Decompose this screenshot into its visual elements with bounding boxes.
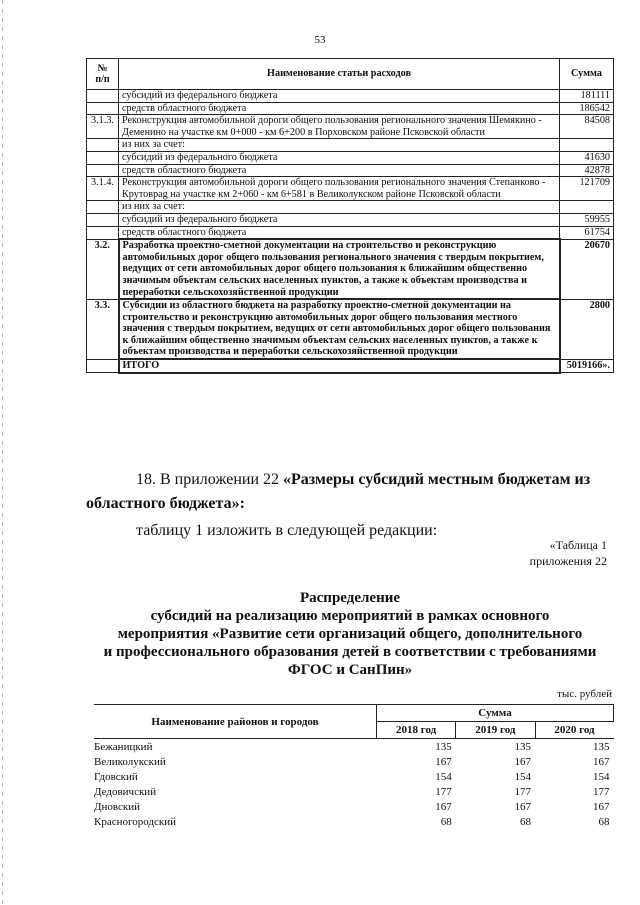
value-2020: 167 — [593, 800, 610, 813]
page-number: 53 — [314, 34, 326, 46]
value-2019: 167 — [514, 755, 532, 768]
table-row — [87, 299, 614, 359]
table-row — [87, 151, 614, 164]
value-2018: 154 — [435, 770, 452, 783]
cell-name: средств областного бюджета — [119, 102, 560, 115]
cell-num — [87, 201, 119, 214]
cell-sum: 41630 — [560, 151, 614, 164]
paragraph-18-bold: «Размеры субсидий местным бюджетам из — [283, 471, 591, 488]
table-row — [87, 213, 614, 226]
header-year-2019: 2019 год — [456, 722, 535, 739]
table-row — [87, 90, 614, 103]
header-num: № п/п — [87, 59, 119, 90]
value-2018: 177 — [435, 785, 452, 798]
table-row — [94, 769, 614, 784]
title-line5: ФГОС и СанПин» — [287, 662, 413, 678]
table-row — [87, 115, 614, 139]
cell-num — [87, 139, 119, 152]
header-sum: Сумма — [560, 59, 614, 90]
table-row — [87, 359, 614, 373]
value-2020: 68 — [598, 815, 610, 828]
title-line2: субсидий на реализацию мероприятий в рамках основного — [150, 608, 550, 624]
table-row — [87, 139, 614, 152]
table-row — [87, 102, 614, 115]
table-row — [87, 239, 614, 299]
units-label: тыс. рублей — [557, 688, 612, 700]
cell-num: 3.2. — [87, 239, 119, 299]
value-2018: 135 — [435, 740, 452, 753]
cell-name: субсидий из федерального бюджета — [119, 213, 560, 226]
cell-sum: 5019166». — [560, 359, 614, 373]
cell-sum: 186542 — [560, 102, 614, 115]
value-2019: 68 — [520, 815, 532, 828]
value-2019: 135 — [514, 740, 532, 753]
district-name: Великолукский — [94, 755, 166, 768]
cell-sum — [560, 201, 614, 214]
cell-name: ИТОГО — [119, 359, 560, 373]
cell-num — [87, 226, 119, 239]
cell-num: 3.1.4. — [87, 177, 119, 201]
cell-num — [87, 213, 119, 226]
header-name: Наименование статьи расходов — [119, 59, 560, 90]
district-name: Бежаницкий — [94, 740, 153, 753]
cell-name: субсидий из федерального бюджета — [119, 151, 560, 164]
cell-name: Реконструкция автомобильной дороги общего пользования регионального значения Шемякино - Деменино на участке км 0+000 - км 6+200 в Порховском районе Псковской области — [119, 115, 560, 139]
cell-sum: 2800 — [560, 299, 614, 359]
cell-name: Субсидии из областного бюджета на разработку проектно-сметной документации на строительство и реконструкцию автомобильных дорог общего пользования местного значения с твердым покрытием, ведущих от сети автомобильных дорог общего пользования к ближайшим общественно значимым объектам сельских населенных пунктов, а также к объектам производства и переработки сельскохозяйственной продукции — [119, 299, 560, 359]
header-district: Наименование районов и городов — [94, 705, 377, 739]
distribution-table — [94, 704, 614, 829]
value-2019: 167 — [514, 800, 532, 813]
district-name: Дедовичский — [94, 785, 157, 798]
cell-name: Разработка проектно-сметной документации на строительство и реконструкцию автомобильных дорог общего пользования регионального значения с твердым покрытием, ведущих от сети автомобильных дорог общего пользования к ближайшим общественно значимым объектам сельских населенных пунктов, а также к объектам производства и переработки сельскохозяйственной продукции — [119, 239, 560, 299]
value-2020: 177 — [593, 785, 610, 798]
cell-name: средств областного бюджета — [119, 164, 560, 177]
table-row — [94, 739, 614, 755]
title-line1: Распределение — [299, 590, 401, 606]
title-line3: мероприятия «Развитие сети организаций общего, дополнительного — [117, 626, 583, 642]
value-2018: 167 — [435, 800, 452, 813]
header-year-2020: 2020 год — [535, 722, 613, 739]
table-row — [94, 754, 614, 769]
table-row — [87, 177, 614, 201]
cell-num — [87, 151, 119, 164]
cell-sum: 61754 — [560, 226, 614, 239]
value-2020: 135 — [593, 740, 610, 753]
table-note-1: «Таблица 1 — [549, 538, 607, 552]
cell-sum: 59955 — [560, 213, 614, 226]
table-row — [94, 799, 614, 814]
table-row — [87, 226, 614, 239]
value-2019: 177 — [514, 785, 532, 798]
expenses-table — [86, 58, 614, 374]
paragraph-18-line3: таблицу 1 изложить в следующей редакции: — [136, 522, 438, 539]
paragraph-18-prefix: 18. В приложении 22 — [136, 471, 284, 488]
paragraph-18-bold-cont: областного бюджета»: — [86, 495, 245, 512]
cell-num — [87, 164, 119, 177]
value-2018: 167 — [435, 755, 452, 768]
cell-num: 3.1.3. — [87, 115, 119, 139]
expenses-table-header — [87, 59, 614, 90]
paragraph-18-line2 — [86, 492, 245, 516]
cell-name: субсидий из федерального бюджета — [119, 90, 560, 103]
cell-num: 3.3. — [87, 299, 119, 359]
cell-sum: 20670 — [560, 239, 614, 299]
cell-num — [87, 90, 119, 103]
table-row — [94, 784, 614, 799]
paragraph-18-line1 — [110, 468, 610, 492]
cell-name: Реконструкция автомобильной дороги общего пользования регионального значения Степанково - Крутоврag на участке км 2+060 - км 6+581 в Великолукском районе Псковской области — [119, 177, 560, 201]
cell-num — [87, 102, 119, 115]
cell-num — [87, 359, 119, 373]
cell-name: из них за счет: — [119, 139, 560, 152]
district-name: Гдовский — [94, 770, 138, 783]
header-year-2018: 2018 год — [377, 722, 456, 739]
cell-name: средств областного бюджета — [119, 226, 560, 239]
cell-sum — [560, 139, 614, 152]
title-line4: и профессионального образования детей в соответствии с требованиями — [103, 644, 597, 660]
value-2019: 154 — [514, 770, 532, 783]
scan-edge-artifact — [2, 0, 3, 905]
cell-sum: 42878 — [560, 164, 614, 177]
value-2020: 167 — [593, 755, 610, 768]
table-row — [87, 164, 614, 177]
district-name: Красногородский — [94, 815, 177, 828]
cell-sum: 121709 — [560, 177, 614, 201]
cell-name: из них за счет: — [119, 201, 560, 214]
table-row — [87, 201, 614, 214]
value-2018: 68 — [440, 815, 452, 828]
value-2020: 154 — [593, 770, 610, 783]
cell-sum: 181111 — [560, 90, 614, 103]
cell-sum: 84508 — [560, 115, 614, 139]
table-note-2: приложения 22 — [529, 554, 607, 568]
table-row — [94, 814, 614, 829]
header-sum: Сумма — [377, 705, 614, 722]
district-name: Дновский — [94, 800, 141, 813]
